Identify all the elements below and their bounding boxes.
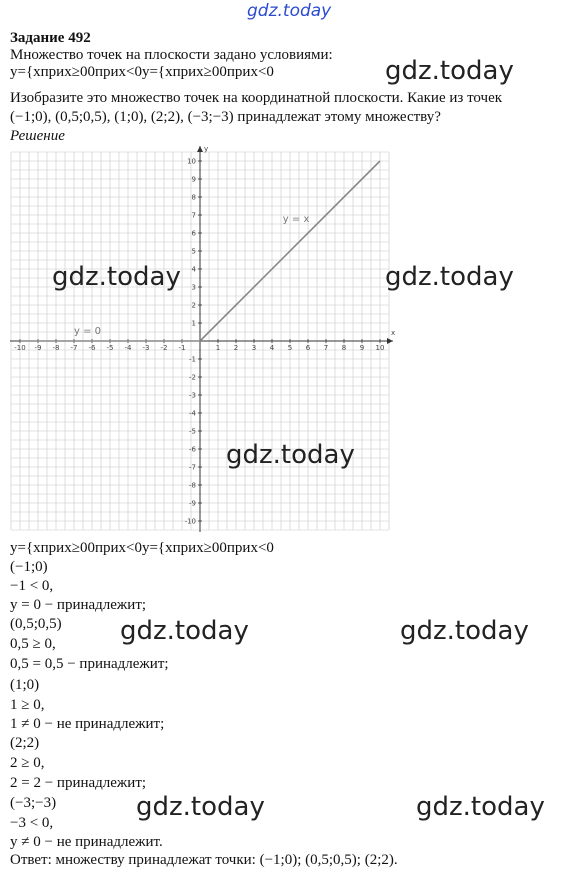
x-tick-label: -7 — [70, 344, 78, 352]
y-tick-label: 10 — [187, 157, 196, 166]
y-tick-label: -5 — [189, 427, 196, 436]
solution-line: y={xприх≥00прих<0y={xприх≥00прих<0 — [10, 540, 274, 556]
x-tick-label: 2 — [233, 344, 239, 352]
y-tick-label: -8 — [189, 481, 196, 490]
task-title: Задание 492 — [10, 30, 91, 46]
y-tick-label: 2 — [191, 301, 196, 310]
x-tick-label: -1 — [178, 344, 186, 352]
solution-line: (1;0) — [10, 677, 40, 693]
y-tick-label: -3 — [189, 391, 196, 400]
graph-watermark: gdz.today — [226, 440, 355, 470]
solution-watermark: gdz.today — [400, 616, 529, 646]
solution-line: −3 < 0, — [10, 815, 54, 831]
y-tick-label: 1 — [191, 319, 196, 328]
task-line: Изобразите это множество точек на координатной плоскости. Какие из точек — [10, 90, 503, 106]
x-tick-label: 9 — [359, 344, 365, 352]
x-tick-label: -8 — [52, 344, 60, 352]
y-tick-label: -7 — [189, 463, 196, 472]
y-tick-label: 3 — [191, 283, 196, 292]
label-y-equals-0: y = 0 — [74, 325, 102, 337]
solution-line: 0,5 ≥ 0, — [10, 636, 56, 652]
solution-line: 1 ≥ 0, — [10, 697, 45, 713]
solution-line: 2 = 2 − принадлежит; — [10, 775, 147, 791]
y-axis-label: y — [204, 146, 209, 153]
x-tick-label: 7 — [323, 344, 329, 352]
solution-line: 0,5 = 0,5 − принадлежит; — [10, 656, 169, 672]
solution-line: 1 ≠ 0 − не принадлежит; — [10, 716, 165, 732]
solution-line: y = 0 − принадлежит; — [10, 597, 147, 613]
y-tick-label: -10 — [184, 517, 196, 526]
solution-line: (−3;−3) — [10, 795, 57, 811]
solution-watermark: gdz.today — [416, 792, 545, 822]
y-axis-arrow — [197, 146, 203, 152]
solution-line: (2;2) — [10, 735, 40, 751]
y-tick-label: 5 — [191, 247, 196, 256]
x-tick-label: -4 — [124, 344, 132, 352]
top-watermark: gdz.today — [247, 1, 332, 21]
y-tick-label: -6 — [189, 445, 196, 454]
graph-watermark: gdz.today — [52, 262, 181, 292]
x-axis-label: x — [391, 329, 395, 337]
x-tick-label: -5 — [106, 344, 114, 352]
y-tick-label: 9 — [191, 175, 196, 184]
task-line: y={xприх≥00прих<0y={xприх≥00прих<0 — [10, 64, 274, 80]
solution-line: Ответ: множеству принадлежат точки: (−1;0); (0,5;0,5); (2;2). — [10, 852, 398, 868]
x-tick-label: -3 — [142, 344, 150, 352]
x-tick-label: 3 — [251, 344, 257, 352]
x-tick-label: -2 — [160, 344, 168, 352]
x-tick-label: -6 — [88, 344, 96, 352]
y-tick-label: 6 — [191, 229, 196, 238]
task-line: (−1;0), (0,5;0,5), (1;0), (2;2), (−3;−3) принадлежат этому множеству? — [10, 109, 441, 125]
solution-label: Решение — [10, 128, 65, 144]
solution-watermark: gdz.today — [120, 616, 249, 646]
solution-watermark: gdz.today — [136, 792, 265, 822]
y-tick-label: 8 — [191, 193, 196, 202]
y-tick-label: -2 — [189, 373, 196, 382]
x-axis-arrow — [387, 338, 393, 344]
x-tick-label: 4 — [269, 344, 275, 352]
solution-line: 2 ≥ 0, — [10, 755, 45, 771]
x-tick-label: 10 — [375, 344, 385, 352]
x-tick-label: 8 — [341, 344, 347, 352]
y-tick-label: -9 — [189, 499, 196, 508]
solution-line: −1 < 0, — [10, 578, 54, 594]
solution-line: (−1;0) — [10, 559, 48, 575]
x-tick-label: -10 — [14, 344, 26, 352]
y-tick-label: -1 — [189, 355, 196, 364]
y-tick-label: 7 — [191, 211, 196, 220]
label-y-equals-x: y = x — [282, 214, 310, 226]
y-tick-label: -4 — [189, 409, 196, 418]
x-tick-label: 5 — [287, 344, 293, 352]
x-tick-label: -9 — [34, 344, 42, 352]
graph-watermark: gdz.today — [385, 262, 514, 292]
x-tick-label: 1 — [215, 344, 221, 352]
text-watermark: gdz.today — [385, 56, 514, 86]
x-tick-label: 6 — [305, 344, 311, 352]
task-line: Множество точек на плоскости задано условиями: — [10, 47, 333, 63]
solution-line: (0,5;0,5) — [10, 616, 62, 632]
y-tick-label: 4 — [191, 265, 196, 274]
coordinate-plane-graph — [10, 146, 395, 536]
solution-line: y ≠ 0 − не принадлежит. — [10, 834, 163, 850]
